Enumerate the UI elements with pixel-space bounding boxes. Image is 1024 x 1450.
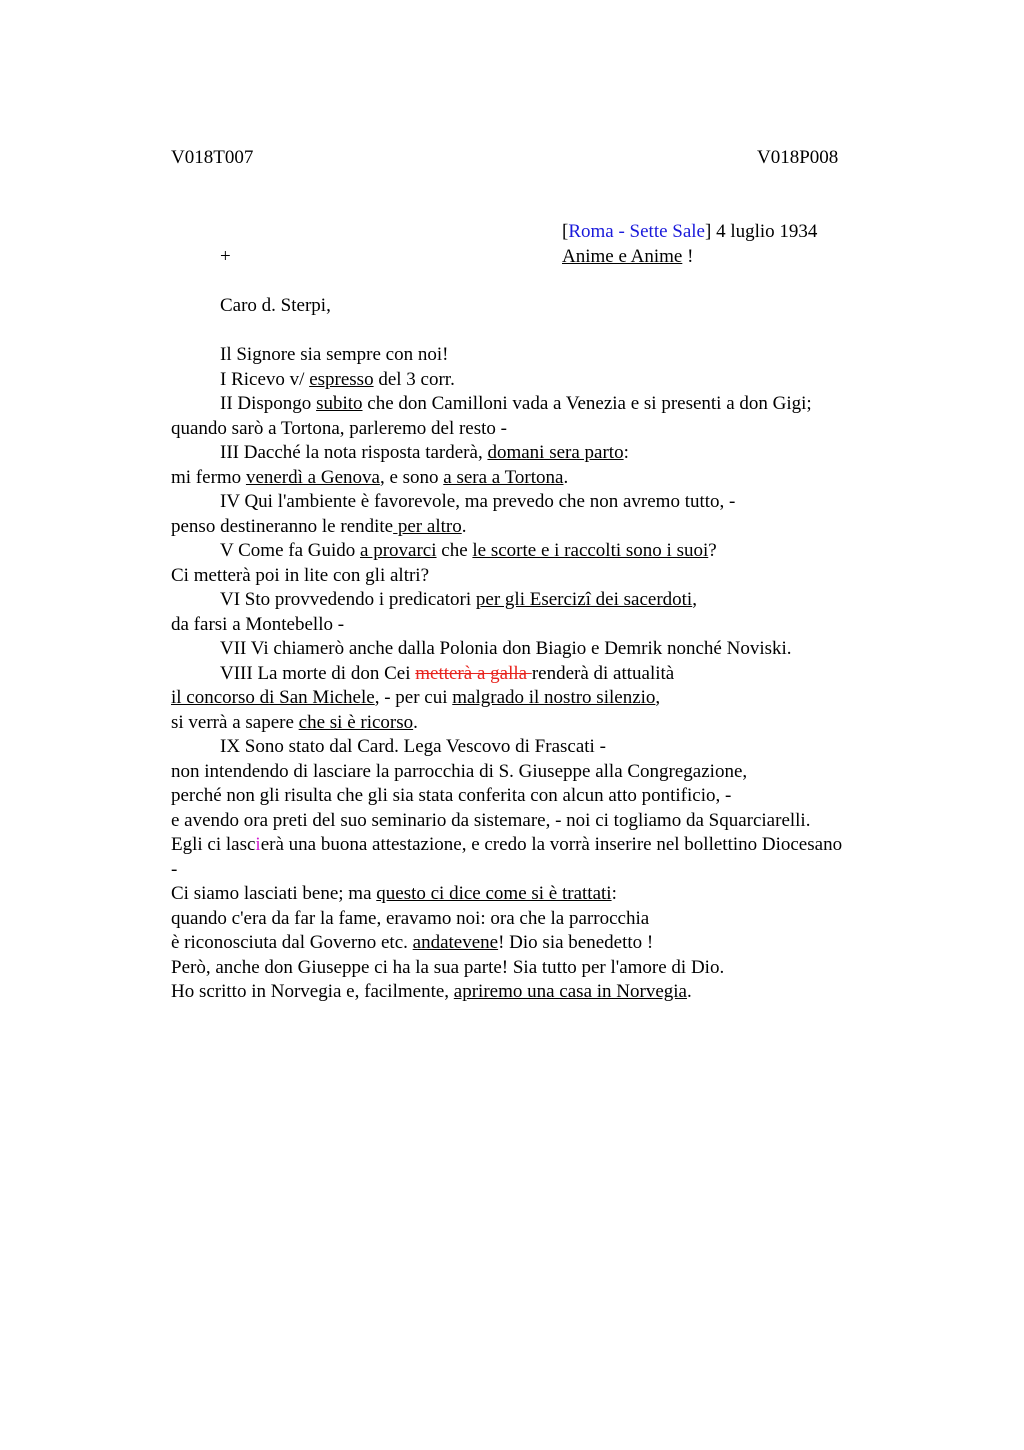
text-segment: andatevene <box>412 932 499 953</box>
text-segment: II Dispongo <box>220 393 317 414</box>
place-name: Roma - Sette Sale <box>568 221 705 242</box>
text-segment: VI Sto provvedendo i predicatori <box>220 589 476 610</box>
text-segment: Il Signore sia sempre con noi! <box>220 344 449 365</box>
letter-line <box>220 343 448 367</box>
text-segment: . <box>563 466 569 488</box>
text-segment: III Dacché la nota risposta tarderà, <box>220 442 488 463</box>
text-segment: . <box>413 711 418 733</box>
text-segment: a sera a Tortona <box>443 466 564 488</box>
motto-suffix: ! <box>682 246 694 267</box>
text-segment: per gli Esercizi <box>475 589 591 610</box>
text-segment: dei sacerdoti <box>590 589 693 610</box>
text-segment: Ci siamo lasciati bene; ma <box>171 883 377 904</box>
text-segment: - <box>171 858 178 880</box>
text-segment: VIII La morte di don Cei <box>220 662 416 684</box>
text-segment: erà una buona attestazione, e credo la vorrà inserire nel bollettino Diocesano <box>260 834 843 855</box>
text-segment: espresso <box>309 368 374 390</box>
letter-line <box>220 588 697 612</box>
letter-line <box>171 931 653 955</box>
text-segment: ? <box>708 540 717 561</box>
letter-line <box>220 490 735 514</box>
text-segment: del 3 corr. <box>373 368 455 390</box>
letter-line <box>171 564 429 588</box>
text-segment: : <box>623 442 629 463</box>
letter-line <box>171 833 842 857</box>
text-segment: , <box>655 687 661 708</box>
letter-line <box>171 882 617 906</box>
letter-line <box>171 515 466 539</box>
text-segment: Egli ci lasc <box>171 834 256 855</box>
letter-line <box>171 980 692 1004</box>
text-segment: che don Camilloni vada a Venezia e si presenti a don Gigi; <box>362 393 812 414</box>
text-segment: perché non gli risulta che gli sia stata conferita con alcun atto pontificio, - <box>171 785 732 806</box>
letter-line <box>171 711 418 735</box>
text-segment: IX Sono stato dal Card. Lega Vescovo di Frascati - <box>220 736 606 757</box>
letter-line <box>220 368 455 392</box>
text-segment: quando sarò a Tortona, parleremo del resto - <box>171 417 507 439</box>
text-segment: Però, anche don Giuseppe ci ha la sua parte! Sia tutto per l'amore di Dio. <box>171 956 725 978</box>
text-segment: IV Qui l'ambiente è favorevole, ma prevedo che non avremo tutto, - <box>220 491 736 512</box>
salutation: Caro d. Sterpi, <box>220 295 331 316</box>
text-segment: per altro <box>393 515 462 537</box>
motto-text: Anime e Anime <box>562 246 683 267</box>
text-segment: : <box>611 883 617 904</box>
text-segment: che si è ricorso <box>298 711 414 733</box>
letter-line <box>220 735 606 759</box>
text-segment: metterà a galla <box>415 662 532 684</box>
text-segment: VII Vi chiamerò anche dalla Polonia don Biagio e Demrik nonché Noviski. <box>220 638 792 659</box>
left-archive-code: V018T007 <box>171 147 254 168</box>
letter-line <box>171 760 747 784</box>
right-archive-code: V018P008 <box>757 147 839 168</box>
text-segment: non intendendo di lasciare la parrocchia di S. Giuseppe alla Congregazione, <box>171 760 748 782</box>
motto <box>562 245 693 269</box>
text-segment: e avendo ora preti del suo seminario da sistemare, - noi ci togliamo da Squarciarelli. <box>171 809 811 831</box>
letter-line <box>220 392 812 416</box>
text-segment: , <box>692 589 697 610</box>
text-segment: apriremo una casa in Norvegia <box>453 981 687 1002</box>
cross-mark: + <box>220 246 231 267</box>
text-segment: le scorte e i raccolti sono i suoi <box>472 540 709 561</box>
letter-line <box>171 613 344 637</box>
letter-line <box>171 907 649 931</box>
text-segment: malgrado il nostro silenzio <box>452 687 656 708</box>
text-segment: subito <box>316 393 363 414</box>
text-segment: i <box>255 834 261 855</box>
letter-line <box>171 686 660 710</box>
text-segment: V Come fa Guido <box>220 540 361 561</box>
text-segment: si verrà a sapere <box>171 711 299 733</box>
text-segment: mi fermo <box>171 466 246 488</box>
text-segment: , e sono <box>379 466 444 488</box>
text-segment: renderà di attualità <box>531 662 675 684</box>
text-segment: da farsi a Montebello - <box>171 613 345 635</box>
bracket-open: [ <box>562 221 569 242</box>
text-segment: penso destineranno le rendite <box>171 515 394 537</box>
dateline <box>562 220 817 244</box>
letter-line <box>220 637 792 661</box>
letter-line <box>171 956 724 980</box>
letter-line <box>171 858 177 882</box>
text-segment: domani sera parto <box>487 442 624 463</box>
text-segment: . <box>686 981 692 1002</box>
letter-line <box>220 441 629 465</box>
letter-date: ] 4 luglio 1934 <box>705 221 818 242</box>
text-segment: quando c'era da far la fame, eravamo noi: ora che la parrocchia <box>171 907 650 929</box>
text-segment: Ci metterà poi in lite con gli altri? <box>171 564 430 586</box>
letter-line <box>171 784 731 808</box>
letter-line <box>220 539 717 563</box>
text-segment: questo ci dice come si è trattati <box>376 883 612 904</box>
text-segment: che <box>436 540 473 561</box>
text-segment: il concorso di San Michele <box>171 687 375 708</box>
text-segment: venerdì a Genova <box>245 466 380 488</box>
text-segment: . <box>461 515 467 537</box>
text-segment: I Ricevo v/ <box>220 368 310 390</box>
text-segment: è riconosciuta dal Governo etc. <box>171 932 413 953</box>
letter-line <box>171 466 568 490</box>
text-segment: a provarci <box>360 540 437 561</box>
letter-line <box>171 417 507 441</box>
letter-line <box>220 662 674 686</box>
text-segment: Ho scritto in Norvegia e, facilmente, <box>171 981 454 1002</box>
text-segment: ! Dio sia benedetto ! <box>498 932 654 953</box>
letter-line <box>171 809 810 833</box>
text-segment: , - per cui <box>374 687 453 708</box>
